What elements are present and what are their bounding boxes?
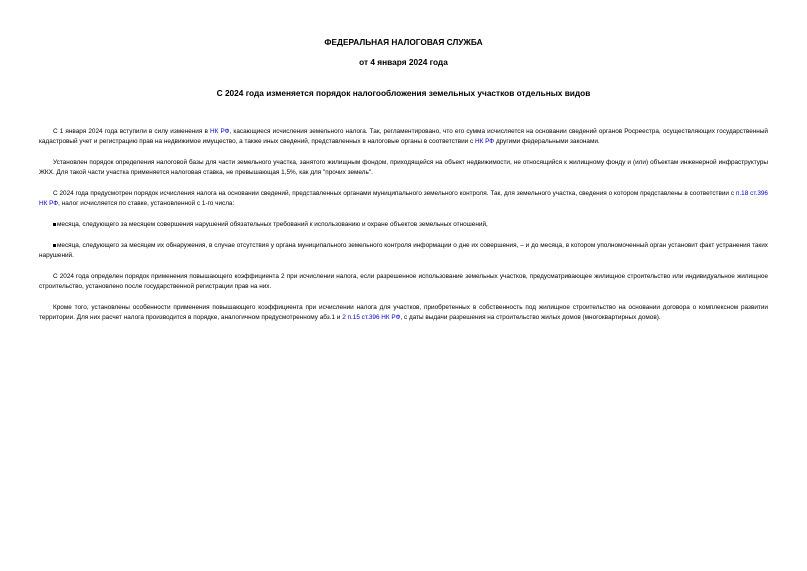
- bullet-item-2-text: месяца, следующего за месяцем их обнаружения, в случае отсутствия у органа муниципального земельного контроля информации о дне их совершения, – и до месяца, в котором уполномоченный орган установит факт устранения таких нарушений.: [39, 241, 768, 259]
- bullet-icon: [53, 244, 56, 247]
- link-p15-st396[interactable]: п.15 ст.396 НК РФ: [347, 314, 401, 321]
- document-date: от 4 января 2024 года: [359, 57, 448, 67]
- paragraph-1-text-b: , касающиеся исчисления земельного налога. Так, регламентировано, что его сумма исчисляется на основании сведений органов Росреестра, осуществляющих государственный кадастровый учет и регистрацию прав на недвижимое имущество, а также иных сведений, представленных в налоговые органы в соответствии с: [39, 128, 768, 146]
- bullet-icon: [53, 223, 56, 226]
- link-nk-rf[interactable]: НК РФ: [210, 128, 230, 135]
- link-nk-rf-2[interactable]: НК РФ: [475, 138, 495, 146]
- bullet-item-1-text: месяца, следующего за месяцем совершения нарушений обязательных требований к использованию и охране объектов земельных отношений,: [57, 221, 488, 228]
- agency-heading: ФЕДЕРАЛЬНАЯ НАЛОГОВАЯ СЛУЖБА: [324, 37, 483, 47]
- paragraph-5: [39, 303, 768, 324]
- document-title: С 2024 года изменяется порядок налогообложения земельных участков отдельных видов: [216, 88, 591, 98]
- bullet-item-2: [39, 241, 768, 262]
- link-p18-st396[interactable]: п.18 ст.396 НК РФ: [39, 190, 768, 208]
- paragraph-3: [39, 189, 768, 210]
- paragraph-2: Установлен порядок определения налоговой базы для части земельного участка, занятого жилищным фондом, приходящейся на объект недвижимости, не относящийся к жилищному фонду и (или) объектам инженерной инфраструктуры ЖКХ. Для такой части участка применяется налоговая ставка, не превышающая 1,5%, как для "прочих земель".: [39, 159, 768, 177]
- paragraph-5-text-a: Кроме того, установлены особенности применения повышающего коэффициента при исчислении налога для участков, приобретенных в собственность под жилищное строительство на основании договора о комплексном развитии территории. Для них расчет налога производится в порядке, аналогичном предусмотренному абз.1 и: [39, 303, 768, 321]
- bullet-item-1: [39, 220, 768, 230]
- paragraph-3-text-b: , налог исчисляется по ставке, установленной с 1-го числа:: [58, 200, 235, 208]
- paragraph-5-text-c: , с даты выдачи разрешения на строительство жилых домов (многоквартирных домов).: [400, 314, 661, 321]
- document-body: [39, 127, 768, 334]
- link-p2[interactable]: 2: [342, 314, 346, 321]
- paragraph-1-text-a: С 1 января 2024 года вступили в силу изменения в: [53, 128, 210, 135]
- paragraph-1-text-c: другими федеральными законами.: [494, 138, 600, 146]
- paragraph-1: [39, 127, 768, 148]
- paragraph-3-text-a: С 2024 года предусмотрен порядок исчисления налога на основании сведений, представленных органами муниципального земельного контроля. Так, для земельного участка, сведения о котором представлены в соответствии с: [53, 190, 736, 197]
- paragraph-4: С 2024 года определен порядок применения повышающего коэффициента 2 при исчислении налога, если разрешенное использование земельных участков, предусматривающее жилищное строительство или индивидуальное жилищное строительство, установлено после государственной регистрации прав на них.: [39, 272, 768, 290]
